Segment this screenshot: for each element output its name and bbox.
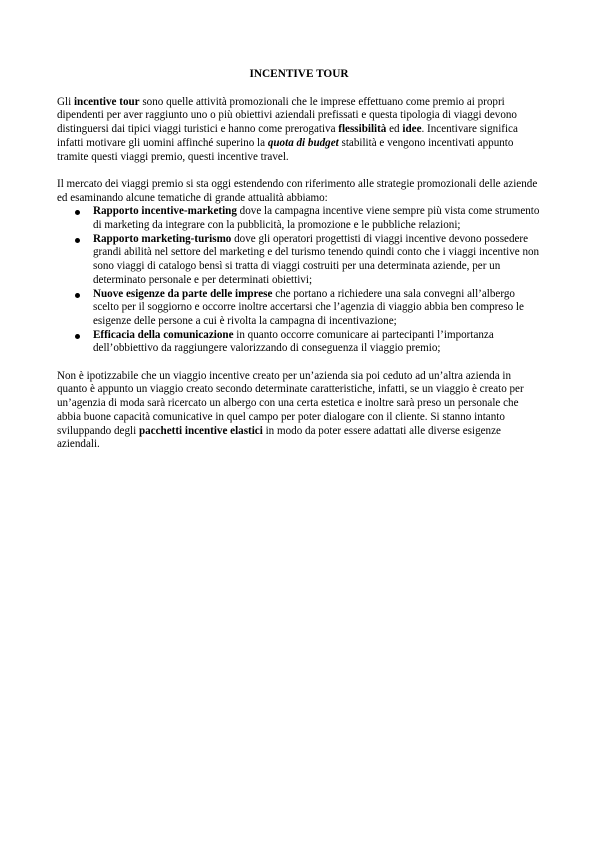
topics-list bbox=[57, 205, 541, 356]
intro-bold-flessibilita: flessibilità bbox=[338, 123, 387, 136]
list-item-title: Rapporto incentive-marketing bbox=[93, 205, 237, 218]
intro-text-1: Gli bbox=[57, 95, 74, 108]
closing-text-2: in modo da poter essere adattati alle diverse esigenze aziendali. bbox=[57, 424, 501, 451]
intro-bold-incentive-tour: incentive tour bbox=[73, 95, 140, 108]
list-item-text: dove gli operatori progettisti di viaggi incentive devono possedere grandi abilità nel settore del marketing e del turismo tenendo quindi conto che i viaggi incentive non sono viaggi di catalogo bensì si tratta di viaggi costruiti per una determinata aziende, per un determinato personale e per determinati obiettivi; bbox=[93, 232, 540, 286]
list-item-text: dove la campagna incentive viene sempre più vista come strumento di marketing da integrare con la pubblicità, la promozione e le pubbliche relazioni; bbox=[93, 205, 540, 232]
intro-text-5: stabilità e vengono incentivati appunto tramite questi viaggi premio, questi incentive travel. bbox=[57, 136, 514, 163]
market-paragraph: Il mercato dei viaggi premio si sta oggi estendendo con riferimento alle strategie promozionali delle aziende ed esaminando alcune tematiche di grande attualità abbiamo: bbox=[57, 177, 538, 204]
list-item bbox=[57, 205, 541, 232]
intro-text-2: sono quelle attività promozionali che le imprese effettuano come premio ai propri dipendenti per aver raggiunto uno o più obiettivi aziendali prefissati e questa tipologia di viaggi devono distinguersi dai tipici viaggi turistici e hanno come prerogativa bbox=[57, 95, 517, 136]
bullet-icon bbox=[75, 238, 80, 243]
list-item bbox=[57, 288, 541, 329]
list-item bbox=[57, 233, 541, 288]
list-item-text: in quanto occorre comunicare ai partecipanti l’importanza dell’obbiettivo da raggiungere valorizzando di conseguenza il viaggio premio; bbox=[93, 328, 494, 355]
list-item-text: che portano a richiedere una sala convegni all’albergo scelto per il soggiorno e occorre inoltre accertarsi che l’agenzia di viaggio abbia ben compreso le esigenze delle persone a cui è rivolta la campagna di incentivazione; bbox=[93, 287, 524, 327]
intro-bold-idee: idee bbox=[402, 123, 422, 136]
list-item bbox=[57, 329, 541, 356]
paragraph-spacer bbox=[57, 356, 541, 370]
paragraph-spacer bbox=[57, 164, 541, 178]
list-item-title: Rapporto marketing-turismo bbox=[93, 232, 232, 245]
document-title: INCENTIVE TOUR bbox=[249, 68, 349, 80]
closing-paragraph bbox=[57, 370, 541, 452]
bullet-icon bbox=[75, 210, 80, 215]
closing-text-1: Non è ipotizzabile che un viaggio incentive creato per un’azienda sia poi ceduto ad un’altra azienda in quanto è appunto un viaggio creato secondo determinate caratteristiche, infatti, se un viaggio è creato per un’agenzia di moda sarà ricercato un albergo con una certa estetica e inoltre sarà preso un personale che abbia buone capacità comunicative in quel campo per poter dialogare con il cliente. Si stanno intanto sviluppando degli bbox=[57, 369, 524, 437]
list-item-title: Efficacia della comunicazione bbox=[93, 328, 234, 341]
intro-text-3: ed bbox=[386, 123, 403, 136]
intro-paragraph bbox=[57, 96, 541, 165]
document-page bbox=[57, 68, 541, 452]
list-item-title: Nuove esigenze da parte delle imprese bbox=[93, 287, 273, 300]
bullet-icon bbox=[75, 334, 80, 339]
bullet-icon bbox=[75, 293, 80, 298]
intro-text-4: . Incentivare significa infatti motivare gli uomini affinché superino la bbox=[57, 123, 518, 149]
closing-bold-pacchetti: pacchetti incentive elastici bbox=[138, 424, 263, 437]
intro-bold-italic-quota-budget: quota di budget bbox=[267, 136, 339, 149]
